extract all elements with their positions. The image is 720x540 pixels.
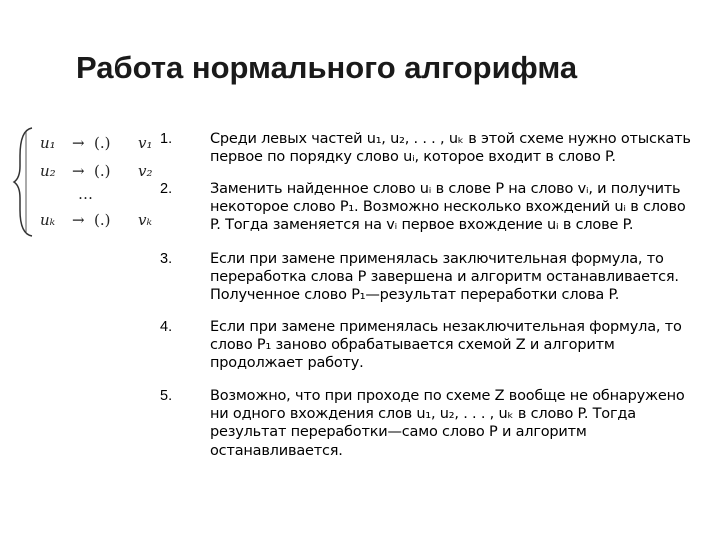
scheme-row-k-left: uₖ bbox=[40, 211, 56, 229]
item-text bbox=[210, 180, 686, 235]
item-text bbox=[210, 318, 682, 373]
list-item bbox=[160, 318, 682, 373]
item-line: слово P₁ заново обрабатывается схемой Z и алгоритм bbox=[210, 337, 615, 354]
scheme-row-ellipsis: … bbox=[78, 185, 93, 203]
scheme-row-2-left: u₂ bbox=[40, 162, 56, 180]
item-line: Заменить найденное слово uᵢ в слове P на слово vᵢ, и получить bbox=[210, 181, 681, 197]
item-number: 1. bbox=[160, 131, 173, 147]
slide-title: Работа нормального алгорифма bbox=[76, 50, 578, 85]
list-item bbox=[160, 180, 686, 235]
scheme-row-1-left: u₁ bbox=[40, 134, 56, 152]
item-line: Среди левых частей u₁, u₂, . . . , uₖ в этой схеме нужно отыскать bbox=[210, 131, 691, 147]
item-line: ни одного вхождения слов u₁, u₂, . . . , uₖ в слово P. Тогда bbox=[210, 406, 636, 423]
scheme-row-1-arrow: → bbox=[72, 134, 85, 152]
item-number: 3. bbox=[160, 251, 173, 267]
item-line: продолжает работу. bbox=[210, 355, 364, 372]
scheme-row-2-mid: (.) bbox=[94, 162, 111, 180]
scheme-row-k-mid: (.) bbox=[94, 211, 111, 229]
item-text bbox=[210, 130, 691, 166]
list-item bbox=[160, 387, 685, 460]
item-number: 5. bbox=[160, 388, 173, 404]
item-line: Полученное слово P₁—результат переработки слова P. bbox=[210, 287, 620, 304]
item-number: 4. bbox=[160, 319, 173, 335]
item-text bbox=[210, 250, 679, 305]
item-line: Если при замене применялась незаключительная формула, то bbox=[210, 319, 682, 335]
item-line: некоторое слово P₁. Возможно несколько вхождений uᵢ в слово bbox=[210, 199, 686, 216]
list-item bbox=[160, 250, 679, 305]
scheme-row-2-arrow: → bbox=[72, 162, 85, 180]
scheme-graphic bbox=[10, 126, 170, 238]
item-text bbox=[210, 387, 685, 460]
scheme-row-k-arrow: → bbox=[72, 211, 85, 229]
scheme-row-k-right: vₖ bbox=[138, 211, 152, 229]
item-line: переработка слова P завершена и алгоритм останавливается. bbox=[210, 269, 679, 286]
item-line: P. Тогда заменяется на vᵢ первое вхождение uᵢ в слове P. bbox=[210, 217, 634, 234]
list-item bbox=[160, 130, 691, 166]
item-line: останавливается. bbox=[210, 442, 343, 459]
scheme-row-1-right: v₁ bbox=[138, 134, 153, 152]
scheme-row-2-right: v₂ bbox=[138, 162, 153, 180]
item-line: Возможно, что при проходе по схеме Z вообще не обнаружено bbox=[210, 388, 685, 404]
item-line: первое по порядку слово uᵢ, которое входит в слово P. bbox=[210, 149, 616, 166]
algorithm-scheme bbox=[10, 126, 170, 236]
scheme-row-1-mid: (.) bbox=[94, 134, 111, 152]
item-number: 2. bbox=[160, 181, 173, 197]
scheme-brace bbox=[14, 128, 32, 236]
item-line: результат переработки—само слово P и алгоритм bbox=[210, 424, 587, 441]
item-line: Если при замене применялась заключительная формула, то bbox=[210, 251, 664, 267]
